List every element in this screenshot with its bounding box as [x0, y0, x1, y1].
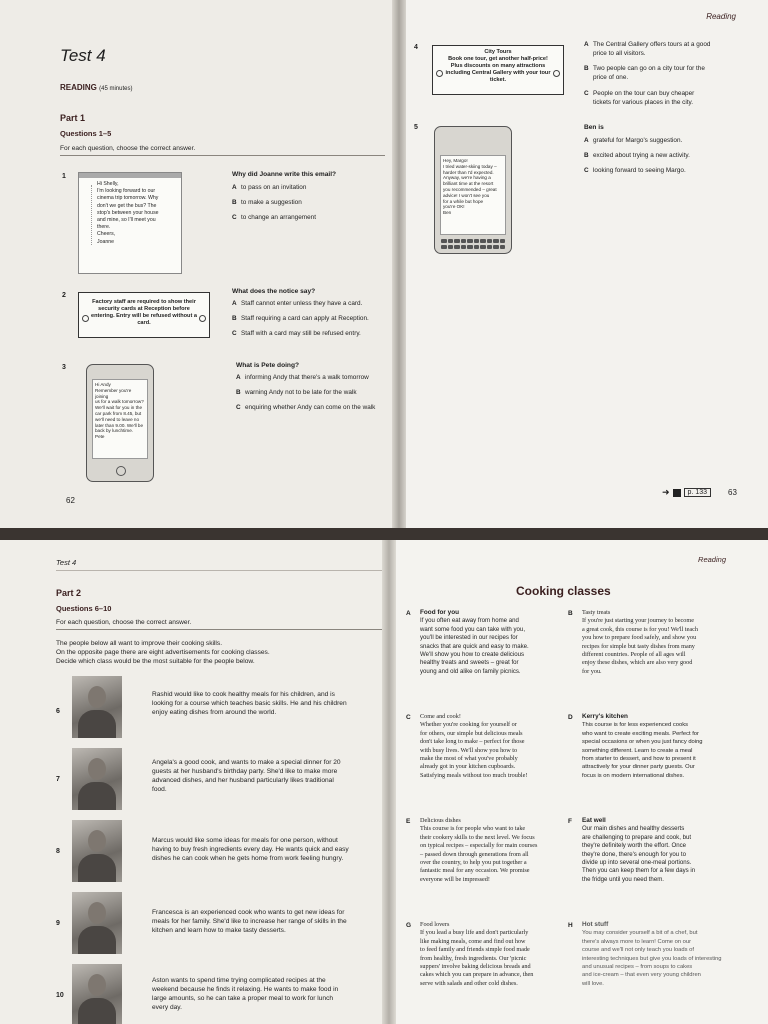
question-number: 7 [56, 776, 60, 783]
part-heading: Part 1 [60, 113, 86, 123]
instruction: For each question, choose the correct answer. [60, 145, 196, 152]
person-description: Marcus would like some ideas for meals for one person, without having to buy fresh ingredients every day. He wants quick and easy dishes he can cook when he gets home from work feeling hungry. [152, 837, 349, 862]
phone-message [86, 364, 154, 482]
ad-food-for-you: Food for you If you often eat away from home and want some food you can take with you, you'll be interested in our recipes for snacks that are quick and easy to make. We'll show you how to create delicious healthy treats and sweets – great for young and old alike on family picnics. [420, 609, 529, 675]
intro: The people below all want to improve their cooking skills. On the opposite page there are eight advertisements for cooking classes. Decide which class would be the most suitable for the people below. [56, 640, 270, 665]
option-a[interactable]: A Staff cannot enter unless they have a card. [232, 300, 363, 307]
person-photo [72, 676, 122, 738]
email-body: Hi Shelly, I'm looking forward to our cinema trip tomorrow. Why don't we get the bus? The stop's between your house and mine, so I'll meet you there. Cheers, Joanne [97, 181, 159, 245]
option-b[interactable]: B Two people can go on a city tour for the price of one. [584, 65, 705, 81]
pin-icon [199, 315, 206, 322]
page-62 [0, 0, 398, 528]
person-photo [72, 748, 122, 810]
page-65 [390, 540, 768, 1024]
questions-heading: Questions 1–5 [60, 129, 112, 138]
ad-eat-well: Eat well Our main dishes and healthy desserts are challenging to prepare and cook, but they're definitely worth the effort. Once they're done, there's enough for you to divide up into several one-meal portions. Then you can keep them for a few days in the fridge until you need them. [582, 817, 696, 883]
option-a[interactable]: A The Central Gallery offers tours at a good price to all visitors. [584, 41, 711, 57]
ad-tasty-treats: Tasty treats If you're just starting your journey to become a great cook, this course is for you! We'll teach you how to prepare food safely, and show you recipes for simple but tasty dishes from many different countries. People of all ages will enjoy these dishes, which are also very good for you. [582, 609, 698, 675]
ad-kerrys-kitchen: Kerry's kitchen This course is for less experienced cooks who want to create exciting meals. Perfect for special occasions or when you just fancy doing something different. Learn to create a meal from starter to dessert, and how to present it attractively for your dinner party guests. Our focus is on modern international dishes. [582, 713, 703, 779]
question-number: 3 [62, 364, 66, 371]
page-title: Cooking classes [516, 584, 611, 598]
option-a[interactable]: A informing Andy that there's a walk tomorrow [236, 374, 369, 381]
page-number: 62 [66, 496, 75, 505]
person-photo [72, 892, 122, 954]
running-head: Reading [698, 555, 726, 564]
notice-card: Factory staff are required to show their security cards at Reception before entering. Entry will be refused without a card. [78, 292, 210, 338]
part-heading: Part 2 [56, 588, 82, 598]
ad-come-and-cook: Come and cook! Whether you're cooking for yourself or for others, our simple but delicious meals don't take long to make – perfect for those with busy lives. We'll show you how to make the most of what you've probably already got in your kitchen cupboards. Satisfying meals without too much trouble! [420, 713, 528, 779]
divider [60, 155, 385, 156]
question-number: 10 [56, 992, 64, 999]
email-toolbar [79, 173, 181, 178]
ad-food-lovers: Food lovers If you lead a busy life and don't particularly like making meals, come and find out how to feed family and friends simple food made from healthy, fresh ingredients. Our 'picnic suppers' involve baking delicious breads and cakes which you can prepare in advance, then serve with salads and other cold dishes. [420, 921, 534, 987]
pin-icon [82, 315, 89, 322]
person-photo [72, 820, 122, 882]
ad-letter: G [406, 922, 412, 929]
question-text: What does the notice say? [232, 288, 316, 295]
arrow-right-icon: ➜ [662, 487, 670, 497]
notice-card: City Tours Book one tour, get another half-price! Plus discounts on many attractions including Central Gallery with your tour ticket. [432, 45, 564, 95]
page-number: 63 [728, 488, 737, 497]
phone-message [434, 126, 512, 254]
option-c[interactable]: C to change an arrangement [232, 214, 316, 221]
question-number: 9 [56, 920, 60, 927]
question-number: 1 [62, 173, 66, 180]
question-number: 8 [56, 848, 60, 855]
email-sidebar [83, 185, 92, 245]
person-description: Rashid would like to cook healthy meals for his children, and is looking for a course which teaches basic skills. He and his children enjoy eating dishes from around the world. [152, 691, 347, 716]
ad-hot-stuff: Hot stuff You may consider yourself a bit of a chef, but there's always more to learn! Come on our course and we'll not only teach you loads of interesting techniques but give you loads of interesting and unusual recipes – from soups to cakes and ice-cream – that even very young children will love. [582, 921, 722, 987]
option-c[interactable]: C looking forward to seeing Margo. [584, 167, 686, 174]
question-text: What is Pete doing? [236, 362, 300, 369]
person-description: Aston wants to spend time trying complicated recipes at the weekend because he finds it relaxing. He wants to make food in large amounts, so he can take a proper meal to work for lunch every day. [152, 977, 339, 1011]
question-text: Ben is [584, 124, 604, 131]
ad-letter: A [406, 610, 411, 617]
running-head: Reading [706, 12, 736, 21]
person-description: Francesca is an experienced cook who wants to get new ideas for meals for her family. She'd like to increase her range of skills in the kitchen and learn how to make tasty desserts. [152, 909, 347, 934]
ad-letter: C [406, 714, 411, 721]
questions-heading: Questions 6–10 [56, 604, 112, 613]
option-b[interactable]: B excited about trying a new activity. [584, 152, 690, 159]
option-b[interactable]: B to make a suggestion [232, 199, 302, 206]
option-a[interactable]: A grateful for Margo's suggestion. [584, 137, 683, 144]
instruction: For each question, choose the correct answer. [56, 619, 192, 626]
person-description: Angela's a good cook, and wants to make a special dinner for 20 guests at her husband's birthday party. She'd like to make more advanced dishes, and her husband particularly likes traditional food. [152, 759, 341, 793]
pin-icon [553, 70, 560, 77]
email-screenshot [78, 172, 182, 274]
option-b[interactable]: B Staff requiring a card can apply at Reception. [232, 315, 369, 322]
ad-delicious-dishes: Delicious dishes This course is for people who want to take their cookery skills to the next level. We focus on typical recipes – especially for main courses – passed down through generations from all over the country, to help you put together a fantastic meal for any occasion. We promise everyone will be impressed! [420, 817, 538, 883]
divider [56, 629, 386, 630]
ad-letter: H [568, 922, 573, 929]
keyboard-icon [441, 239, 505, 243]
running-head: Test 4 [56, 558, 77, 567]
option-c[interactable]: C enquiring whether Andy can come on the walk [236, 404, 376, 411]
phone-screen: Hey, Margo! I tried water-skiing today – harder than I'd expected. Anyway, we're having a brilliant time at the resort you recommended – great advice! I won't see you for a while but hope you're OK! Ben [440, 155, 506, 235]
question-number: 2 [62, 292, 66, 299]
question-number: 5 [414, 124, 418, 131]
option-b[interactable]: B warning Andy not to be late for the walk [236, 389, 357, 396]
divider [56, 570, 386, 571]
ad-letter: B [568, 610, 573, 617]
option-a[interactable]: A to pass on an invitation [232, 184, 307, 191]
reading-heading: READING (45 minutes) [60, 83, 133, 92]
keyboard-icon [441, 245, 505, 249]
home-button-icon [116, 466, 126, 476]
page-63 [400, 0, 768, 528]
ad-letter: D [568, 714, 573, 721]
question-number: 6 [56, 708, 60, 715]
test-title: Test 4 [60, 46, 106, 65]
phone-screen: Hi Andy Remember you're joining us for a walk tomorrow? We'll wait for you in the car park from 8.45, but we'll need to leave no later than 9.00. We'll be back by lunchtime. Pete [92, 379, 148, 459]
question-number: 4 [414, 44, 418, 51]
page-64 [0, 540, 388, 1024]
option-c[interactable]: C People on the tour can buy cheaper tickets for various places in the city. [584, 90, 695, 106]
ad-letter: E [406, 818, 411, 825]
question-text: Why did Joanne write this email? [232, 171, 337, 178]
ad-letter: F [568, 818, 572, 825]
person-photo [72, 964, 122, 1024]
book-gutter [392, 0, 406, 528]
book-gutter [382, 540, 396, 1024]
book-icon [673, 489, 681, 497]
pin-icon [436, 70, 443, 77]
answer-reference[interactable]: ➜ p. 133 [662, 487, 711, 498]
option-c[interactable]: C Staff with a card may still be refused entry. [232, 330, 361, 337]
